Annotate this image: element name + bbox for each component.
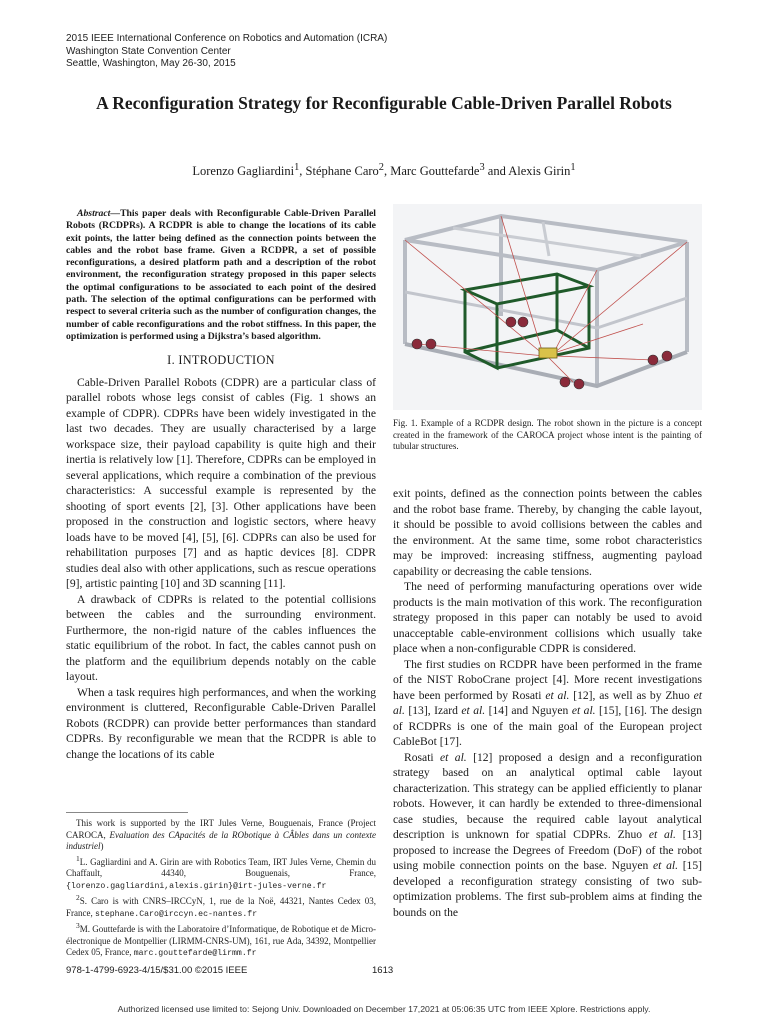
footnote-mark: 3 (76, 921, 80, 930)
funding-footnote (66, 818, 376, 853)
author-affiliation-mark: 3 (479, 162, 485, 173)
author-affiliation-mark: 1 (570, 162, 576, 173)
winch (518, 317, 528, 327)
footnote-email: {lorenzo.gagliardini,alexis.girin}@irt-jules-verne.fr (66, 881, 327, 891)
conference-location-date: Seattle, Washington, May 26-30, 2015 (66, 58, 236, 69)
author-separator: , (299, 164, 306, 179)
text-run: [13] proposed to increase the Degrees of Freedom (DoF) of the robot using mobile connection points on the base. Nguyen (393, 828, 703, 872)
paper-title: A Reconfiguration Strategy for Reconfigurable Cable-Driven Parallel Robots (96, 93, 672, 113)
author-name: Stéphane Caro (305, 164, 379, 179)
paragraph (393, 750, 702, 921)
author-list (40, 162, 728, 179)
paragraph: A drawback of CDPRs is related to the potential collisions between the cables and the surrounding environment. Furthermore, the non-rigid nature of the cables influences the static equilibrium of the robot. In fact, the cables cannot push on the platform and the equilibrium depends notably on the cable layout. (66, 592, 376, 684)
winch (426, 339, 436, 349)
text-run-italic: et al. (393, 688, 702, 717)
text-run: [12] proposed a design and a reconfiguration strategy based on an analytical optimal cable layout characterization. This strategy can be applied efficiently to planar robots. However, it can hardly be extended to three-dimensional case studies, because the required cable layout analytical description is unknown for spatial CDPRs. Zhuo (393, 750, 703, 841)
conference-name: 2015 IEEE International Conference on Robotics and Automation (ICRA) (66, 33, 388, 44)
author-affiliation-mark: 1 (294, 162, 300, 173)
paragraph (393, 657, 702, 750)
page-number: 1613 (372, 965, 394, 976)
copyright-line: 978-1-4799-6923-4/15/$31.00 ©2015 IEEE (66, 965, 248, 976)
conference-header (66, 33, 566, 71)
footnote-rule (66, 812, 188, 813)
text-run-italic: et al. (571, 704, 596, 717)
winch (648, 355, 658, 365)
text-run: [14] and Nguyen (485, 704, 572, 717)
paragraph: When a task requires high performances, and when the working environment is cluttered, Reconfigurable Cable-Driven Parallel Robots (RCDPR) can provide better performances than standard CDPRs. By reconfigurable we mean that the RCDPR is able to change the locations of its cable (66, 685, 376, 761)
abstract-label: Abstract (77, 208, 111, 219)
paragraph: exit points, defined as the connection points between the cables and the robot base frame. Thereby, by changing the cable layout, it should be possible to avoid collisions between the cables and the environment. At the same time, some robot characteristics may be improved: increasing stiffness, augmenting payload capability or decreasing the cable tensions. (393, 487, 702, 578)
left-column (66, 208, 376, 762)
affiliation-footnote (66, 920, 376, 960)
author-separator: , (383, 164, 391, 179)
rcdpr-render-image (393, 204, 702, 410)
authorized-use-notice: Authorized licensed use limited to: Sejong Univ. Downloaded on December 17,2021 at 05:06:35 UTC from IEEE Xplore. Restrictions apply. (117, 1004, 651, 1014)
text-run-italic: et al. (440, 750, 467, 764)
section-heading: I. INTRODUCTION (167, 353, 275, 368)
author-name: Marc Gouttefarde (390, 164, 480, 179)
footnotes (66, 818, 376, 960)
text-run: [15], [16]. The design of RCDPRs is one of the main goal of the European project CableBot [17]. (393, 704, 702, 748)
affiliation-footnote (66, 892, 376, 920)
footnote-text: This work is supported by the IRT Jules Verne, Bouguenais, France (Project CAROCA, (66, 818, 376, 840)
author-name: Alexis Girin (508, 164, 571, 179)
paragraph: The need of performing manufacturing operations over wide products is the main motivation of this work. The reconfiguration strategy proposed in this paper can notably be used to avoid unacceptable cable-environment collisions which usually take place when a non-configurable CDPR is considered. (393, 580, 702, 655)
footnote-text: L. Gagliardini and A. Girin are with Robotics Team, IRT Jules Verne, Chemin du Chaffault, 44340, Bouguenais, France, (66, 856, 376, 878)
figure-1-caption: Fig. 1. Example of a RCDPR design. The robot shown in the picture is a concept created in the framework of the CAROCA project whose intent is the painting of tubular structures. (393, 418, 702, 451)
winch (574, 379, 584, 389)
text-run-italic: et al. (648, 828, 676, 841)
affiliation-footnote (66, 853, 376, 893)
author-separator: and (484, 164, 509, 179)
winch (560, 377, 570, 387)
author-affiliation-mark: 2 (378, 162, 384, 173)
text-run: [12], as well as by Zhuo (569, 688, 694, 702)
conference-venue: Washington State Convention Center (66, 45, 231, 57)
text-run-italic: et al. (545, 688, 570, 702)
footnote-text: S. Caro is with CNRS–IRCCyN, 1, rue de la Noë, 44321, Nantes Cedex 03, France, (66, 896, 376, 918)
right-column (393, 486, 702, 920)
mobile-platform (539, 348, 557, 358)
footnote-mark: 2 (76, 893, 80, 902)
winch (506, 317, 516, 327)
paragraph: Cable-Driven Parallel Robots (CDPR) are a particular class of parallel robots whose legs consist of cables (Fig. 1 shows an example of CDPR). CDPRs have been widely investigated in the last two decades. They are usually characterised by a large workspace size, their payload capability is quite high and their inertia is relatively low [1]. Therefore, CDPRs can be employed in several applications, which require a combination of the previous characteristics: A successful example is represented by the shooting of sport events [2], [3]. Other applications have been proposed in the construction and logistic sectors, where heavy loads have to be moved [4], [5], [6]. CDPRs can also be used for rehabilitation purposes [7] and as haptic devices [8]. CDPR studies deal also with other applications, such as rescue operations [9], artistic painting [10] and 3D scanning [11]. (66, 375, 376, 591)
winch (412, 339, 422, 349)
text-run: [15] developed a reconfiguration strategy consisting of two sub-optimization problems. The first sub-problem aims at finding the bounds on the (393, 859, 703, 919)
author-name: Lorenzo Gagliardini (192, 164, 295, 179)
winch (662, 351, 672, 361)
text-run: Rosati (404, 750, 441, 764)
footnote-project-title: Evaluation des CApacités de la RObotique à CÂbles dans un contexte industriel (66, 829, 376, 851)
abstract (66, 208, 376, 343)
text-run: The first studies on RCDPR have been performed in the frame of the NIST RoboCrane project [4]. More recent investigations have been performed by Rosati (393, 657, 702, 702)
text-run: [13], Izard (404, 704, 462, 717)
text-run-italic: et al. (461, 704, 486, 717)
abstract-dash: — (110, 208, 121, 219)
footnote-email: stephane.Caro@irccyn.ec-nantes.fr (95, 909, 258, 919)
text-run-italic: et al. (653, 859, 678, 872)
footnote-email: marc.gouttefarde@lirmm.fr (133, 949, 257, 958)
footnote-mark: 1 (76, 853, 80, 863)
figure-1-rcdpr-render (393, 204, 702, 410)
abstract-text: This paper deals with Reconfigurable Cable-Driven Parallel Robots (RCDPRs). A RCDPR is able to change the locations of its cable exit points, the latter being defined as the connection points between the cables and the robot base frame. Given a RCDPR, a set of possible reconfigurations, a desired platform path and a description of the robot environment, the reconfiguration strategy proposed in this paper selects the optimal configurations to be associated to each point of the desired path. The selection of the optimal configurations can be performed with respect to several criteria such as the number of configuration changes, the number of cable reconfigurations and the robot stiffness. In this paper, the optimization is performed using a Dijkstra’s based algorithm. (66, 208, 376, 342)
footnote-text: ) (100, 841, 104, 851)
footnote-text: M. Gouttefarde is with the Laboratoire d’Informatique, de Robotique et de Micro-électronique de Montpellier (LIRMM-CNRS-UM), 161, rue Ada, 34392, Montpellier Cedex 05, France, (66, 924, 376, 957)
